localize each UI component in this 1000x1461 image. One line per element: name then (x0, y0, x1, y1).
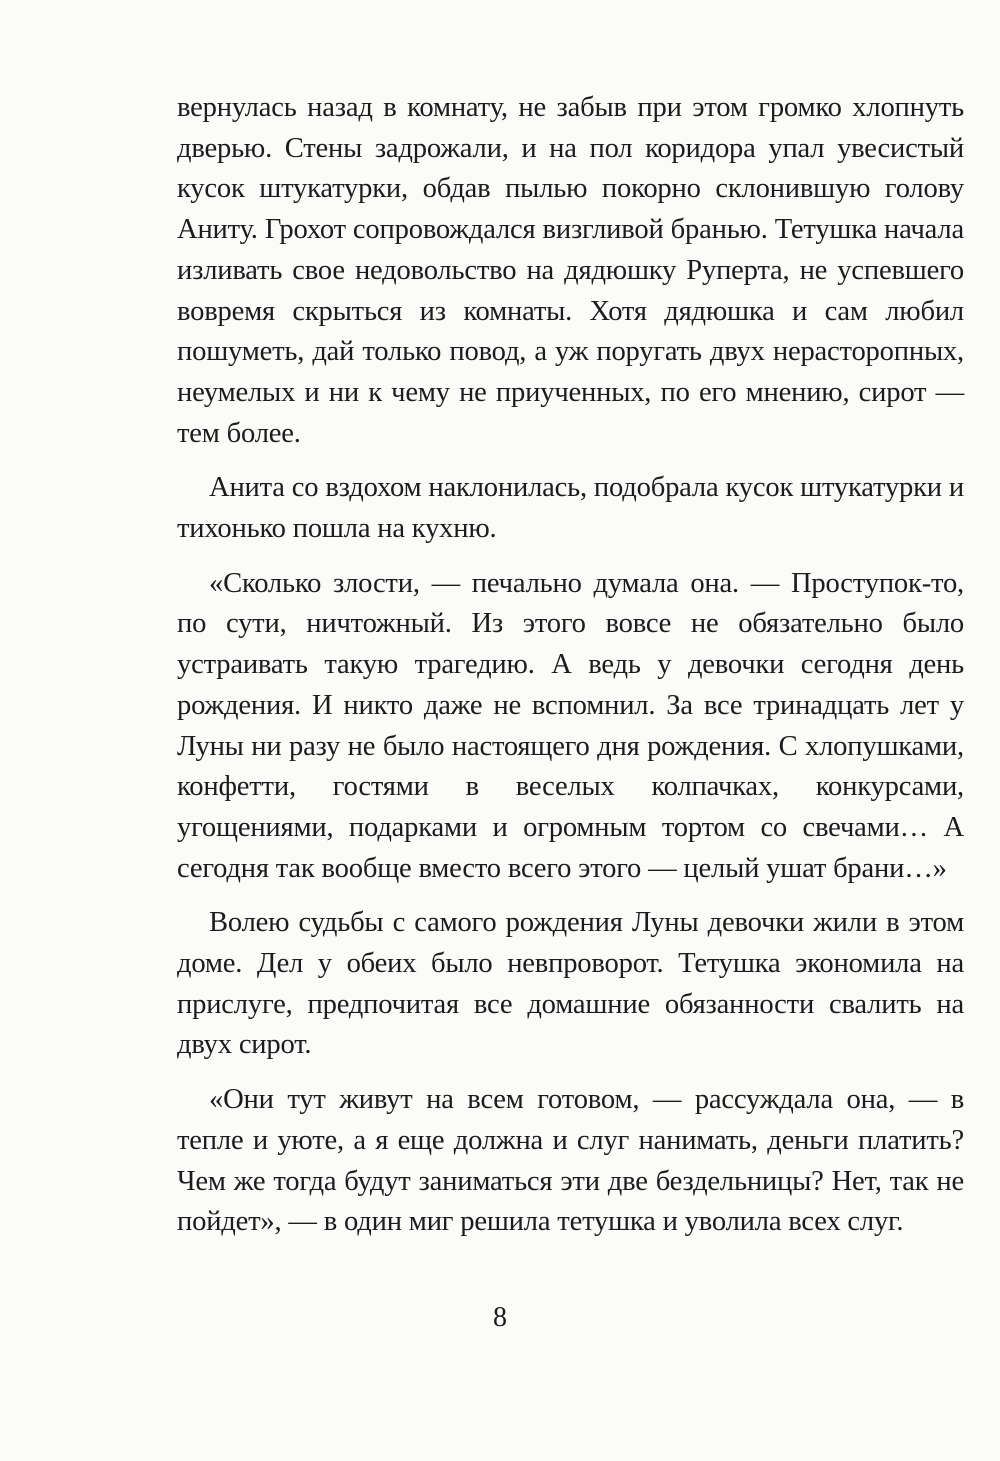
page-number: 8 (493, 1302, 507, 1333)
paragraph-2: Анита со вздохом наклонилась, подобрала кусок штукатурки и тихонько пошла на кухню. (177, 472, 964, 545)
paragraph-1: вернулась назад в комнату, не забыв при этом громко хлопнуть дверью. Стены задрожали, и на пол коридора упал увесистый кусок штукатурки, обдав пылью покорно склонившую голову Аниту. Грохот сопровождался визгливой бранью. Тетушка начала изливать свое недовольство на дядюшку Руперта, не успевшего вовремя скрыться из комнаты. Хотя дядюшка и сам любил пошуметь, дай только повод, а уж поругать двух нерасторопных, неумелых и ни к чему не приученных, по его мнению, сирот — тем более. (177, 92, 964, 449)
paragraph-5: «Они тут живут на всем готовом, — рассуждала она, — в тепле и уюте, а я еще должна и слуг нанимать, деньги платить? Чем же тогда будут заниматься эти две бездельницы? Нет, так не пойдет», — в один миг решила тетушка и уволила всех слуг. (177, 1084, 964, 1238)
paragraph-4: Волею судьбы с самого рождения Луны девочки жили в этом доме. Дел у обеих было невпроворот. Тетушка экономила на прислуге, предпочитая все домашние обязанности свалить на двух сирот. (177, 907, 964, 1061)
paragraph-3: «Сколько злости, — печально думала она. — Проступок-то, по сути, ничтожный. Из этого вовсе не обязательно было устраивать такую трагедию. А ведь у девочки сегодня день рождения. И никто даже не вспомнил. За все тринадцать лет у Луны ни разу не было настоящего дня рождения. С хлопушками, конфетти, гостями в веселых колпачках, конкурсами, угощениями, подарками и огромным тортом со свечами… А сегодня так вообще вместо всего этого — целый ушат брани…» (177, 567, 964, 884)
body-text (177, 88, 964, 1243)
